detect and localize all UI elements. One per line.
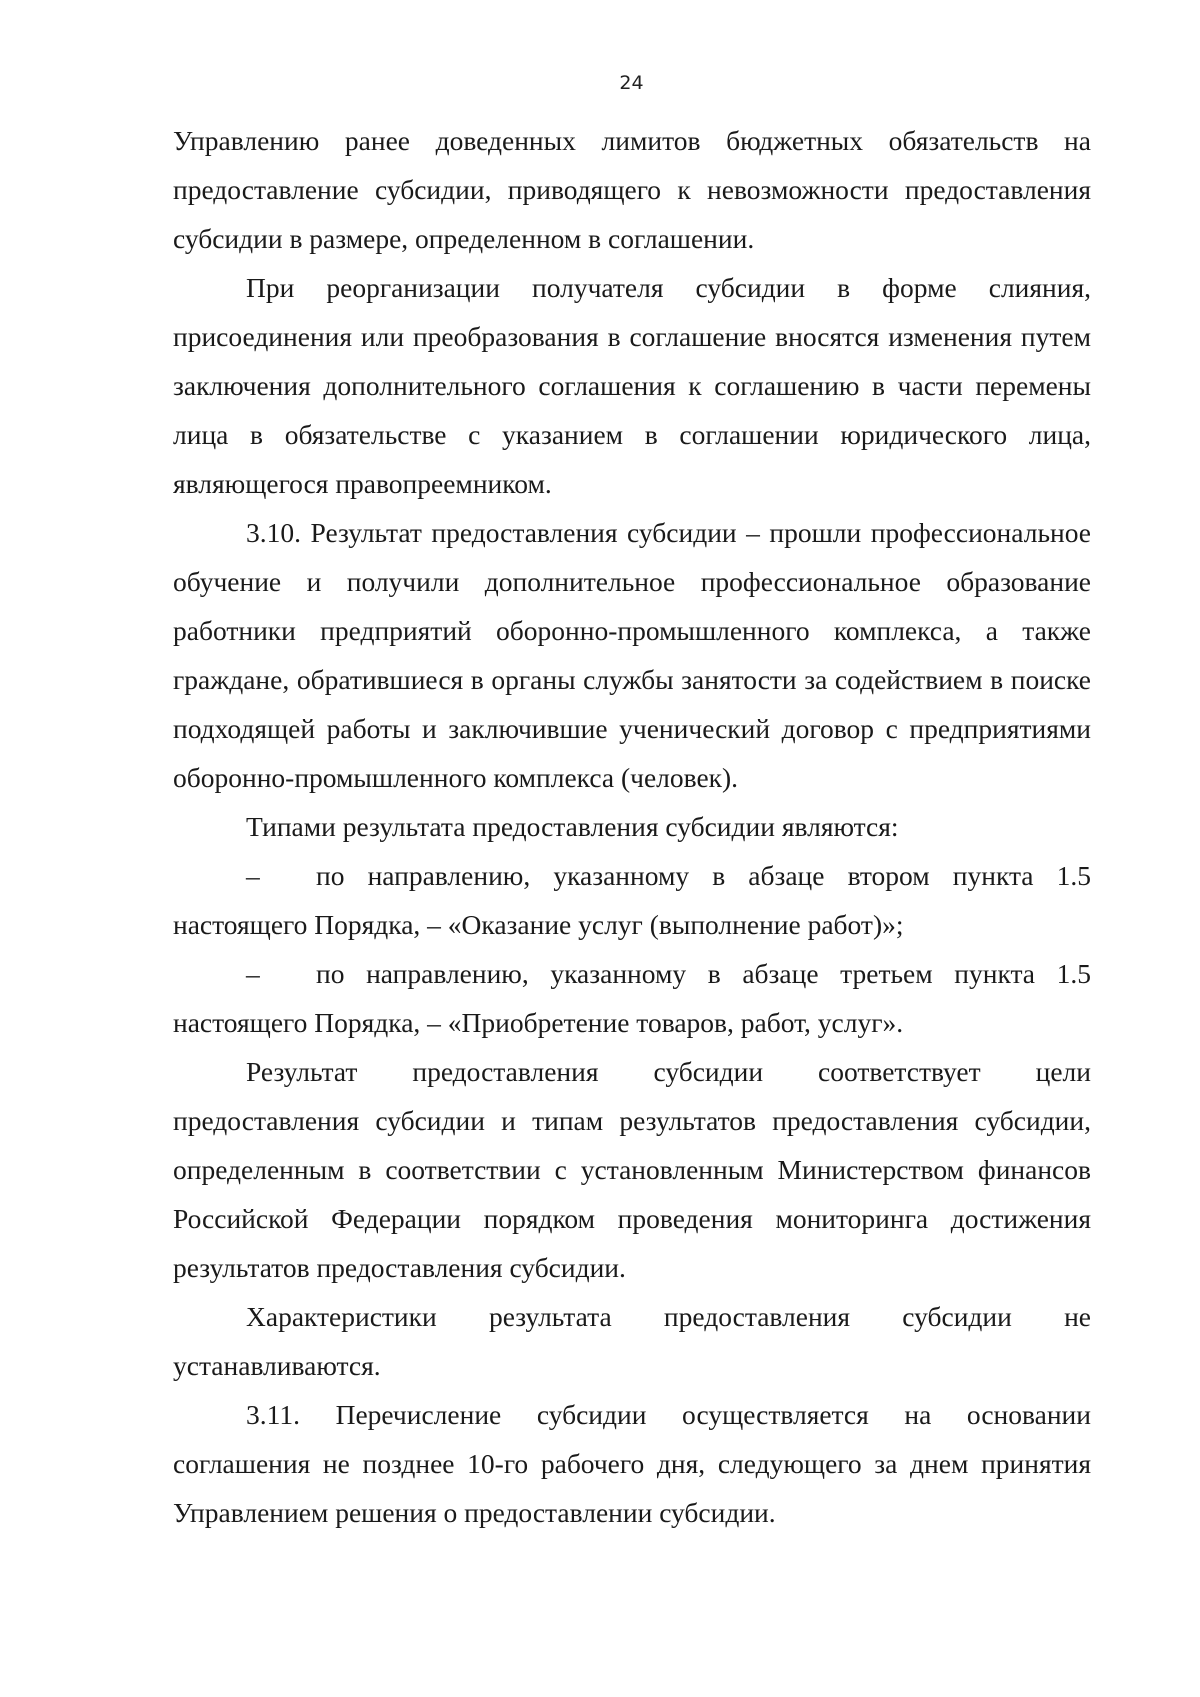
page-number: 24 (619, 72, 644, 94)
result-type-item (173, 949, 1091, 1047)
dash-marker: – (246, 860, 260, 891)
paragraph-result-compliance: Результат предоставления субсидии соответствует цели предоставления субсидии и типам результатов предоставления субсидии, определенным в соответствии с установленным Министерством финансов Российской Федерации порядком проведения мониторинга достижения результатов предоставления субсидии. (173, 1056, 1091, 1283)
paragraph-result-types-intro: Типами результата предоставления субсидии являются: (246, 811, 899, 842)
dash-marker: – (246, 958, 260, 989)
document-body (173, 116, 1091, 1537)
result-type-item (173, 851, 1091, 949)
paragraph-3-10-result: 3.10. Результат предоставления субсидии – прошли профессиональное обучение и получили дополнительное профессиональное образование работники предприятий оборонно-промышленного комплекса, а также граждане, обратившиеся в органы службы занятости за содействием в поиске подходящей работы и заключившие ученический договор с предприятиями оборонно-промышленного комплекса (человек). (173, 517, 1091, 793)
result-type-text: по направлению, указанному в абзаце втором пункта 1.5 настоящего Порядка, – «Оказание услуг (выполнение работ)»; (173, 860, 1091, 940)
paragraph-reorganization: При реорганизации получателя субсидии в форме слияния, присоединения или преобразования в соглашение вносятся изменения путем заключения дополнительного соглашения к соглашению в части перемены лица в обязательстве с указанием в соглашении юридического лица, являющегося правопреемником. (173, 272, 1091, 499)
paragraph-characteristics: Характеристики результата предоставления субсидии не устанавливаются. (173, 1301, 1091, 1381)
paragraph-3-11-transfer: 3.11. Перечисление субсидии осуществляется на основании соглашения не позднее 10-го рабочего дня, следующего за днем принятия Управлением решения о предоставлении субсидии. (173, 1399, 1091, 1528)
paragraph-budget-limits: Управлению ранее доведенных лимитов бюджетных обязательств на предоставление субсидии, приводящего к невозможности предоставления субсидии в размере, определенном в соглашении. (173, 125, 1091, 254)
result-type-text: по направлению, указанному в абзаце третьем пункта 1.5 настоящего Порядка, – «Приобретение товаров, работ, услуг». (173, 958, 1091, 1038)
